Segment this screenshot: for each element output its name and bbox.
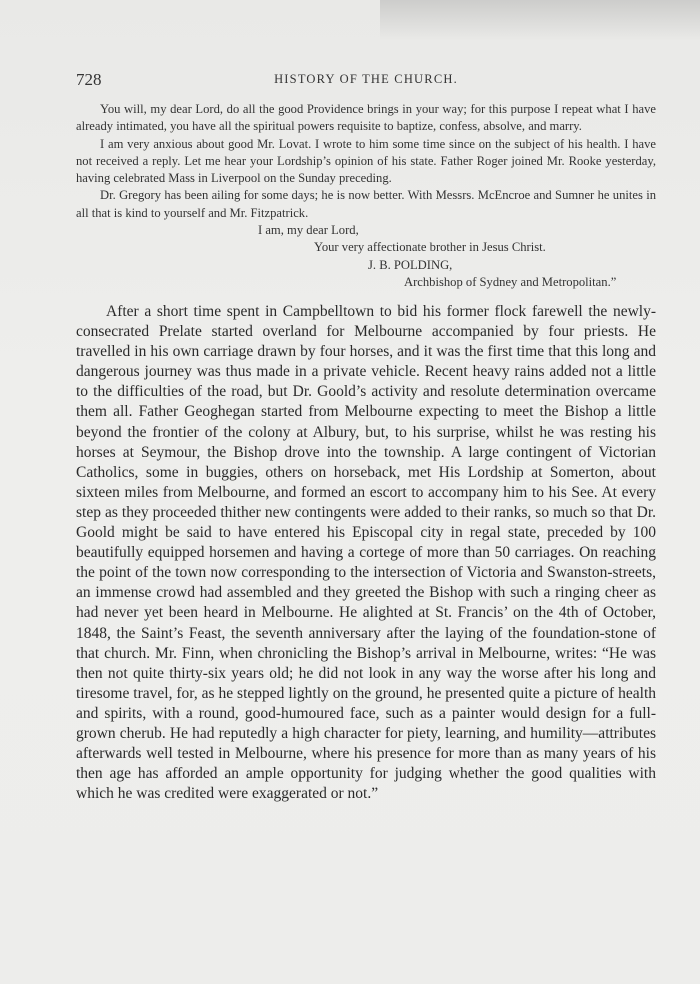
body-paragraph: After a short time spent in Campbelltown to bid his former flock farewell the newly-consecrated Prelate started overland for Melbourne accompanied by four priests. He travelled in his own carriage drawn by four horses, and it was the first time that this long and dangerous journey was thus made in a private vehicle. Recent heavy rains added not a little to the difficulties of the road, but Dr. Goold’s activity and resolute determination overcame them all. Father Geoghegan started from Melbourne expecting to meet the Bishop a little beyond the frontier of the colony at Albury, but, to his surprise, whilst he was resting his horses at Seymour, the Bishop drove into the township. A large contingent of Victorian Catholics, some in buggies, others on horseback, met His Lordship at Somerton, about sixteen miles from Melbourne, and formed an escort to accompany him to his See. At every step as they proceeded thither new contingents were added to their ranks, so much so that Dr. Goold might be said to have entered his Episcopal city in regal state, preceded by 100 beautifully equipped horsemen and having a cortege of more than 50 carriages. On reaching the point of the town now corresponding to the intersection of Victoria and Swanston-streets, an immense crowd had assembled and they greeted the Bishop with such a ringing cheer as had never yet been heard in Melbourne. He alighted at St. Francis’ on the 4th of October, 1848, the Saint’s Feast, the seventh anniversary after the laying of the foundation-stone of that church. Mr. Finn, when chronicling the Bishop’s arrival in Melbourne, writes: “He was then not quite thirty-six years old; he did not look in any way the worse after his long and tiresome travel, for, as he stepped lightly on the ground, he presented quite a picture of health and spirits, with a round, good-humoured face, such as a painter would design for a full-grown cherub. He had reputedly a high character for piety, learning, and humility—attributes afterwards well tested in Melbourne, where his presence for more than as many years of his then age has afforded an ample opportunity for judging whether the good qualities with which he was credited were exaggerated or not.” [76,303,656,803]
letter-closing [76,222,656,291]
page-edge-shadow [380,0,700,40]
main-text [76,302,656,804]
letter-salutation: I am, my dear Lord, [258,223,359,238]
letter-paragraph: I am very anxious about good Mr. Lovat. I wrote to him some time since on the subject of his health. I have not received a reply. Let me hear your Lordship’s opinion of his state. Father Roger joined Mr. Rooke yesterday, having celebrated Mass in Liverpool on the Sunday preceding. [76,136,656,186]
letter-paragraph: You will, my dear Lord, do all the good Providence brings in your way; for this purpose I repeat what I have already intimated, you have all the spiritual powers requisite to baptize, confess, absolve, and marry. [76,102,656,134]
page-header [76,70,656,94]
letter-paragraph: Dr. Gregory has been ailing for some days; he is now better. With Messrs. McEncroe and Sumner he unites in all that is kind to yourself and Mr. Fitzpatrick. [76,188,656,220]
page-number: 728 [76,70,102,89]
running-title: HISTORY OF THE CHURCH. [274,72,458,86]
letter-valediction: Your very affectionate brother in Jesus Christ. [314,240,546,255]
letter-signatory-title: Archbishop of Sydney and Metropolitan.” [404,274,617,289]
quoted-letter [76,101,656,291]
letter-signature: J. B. POLDING, [368,257,453,272]
